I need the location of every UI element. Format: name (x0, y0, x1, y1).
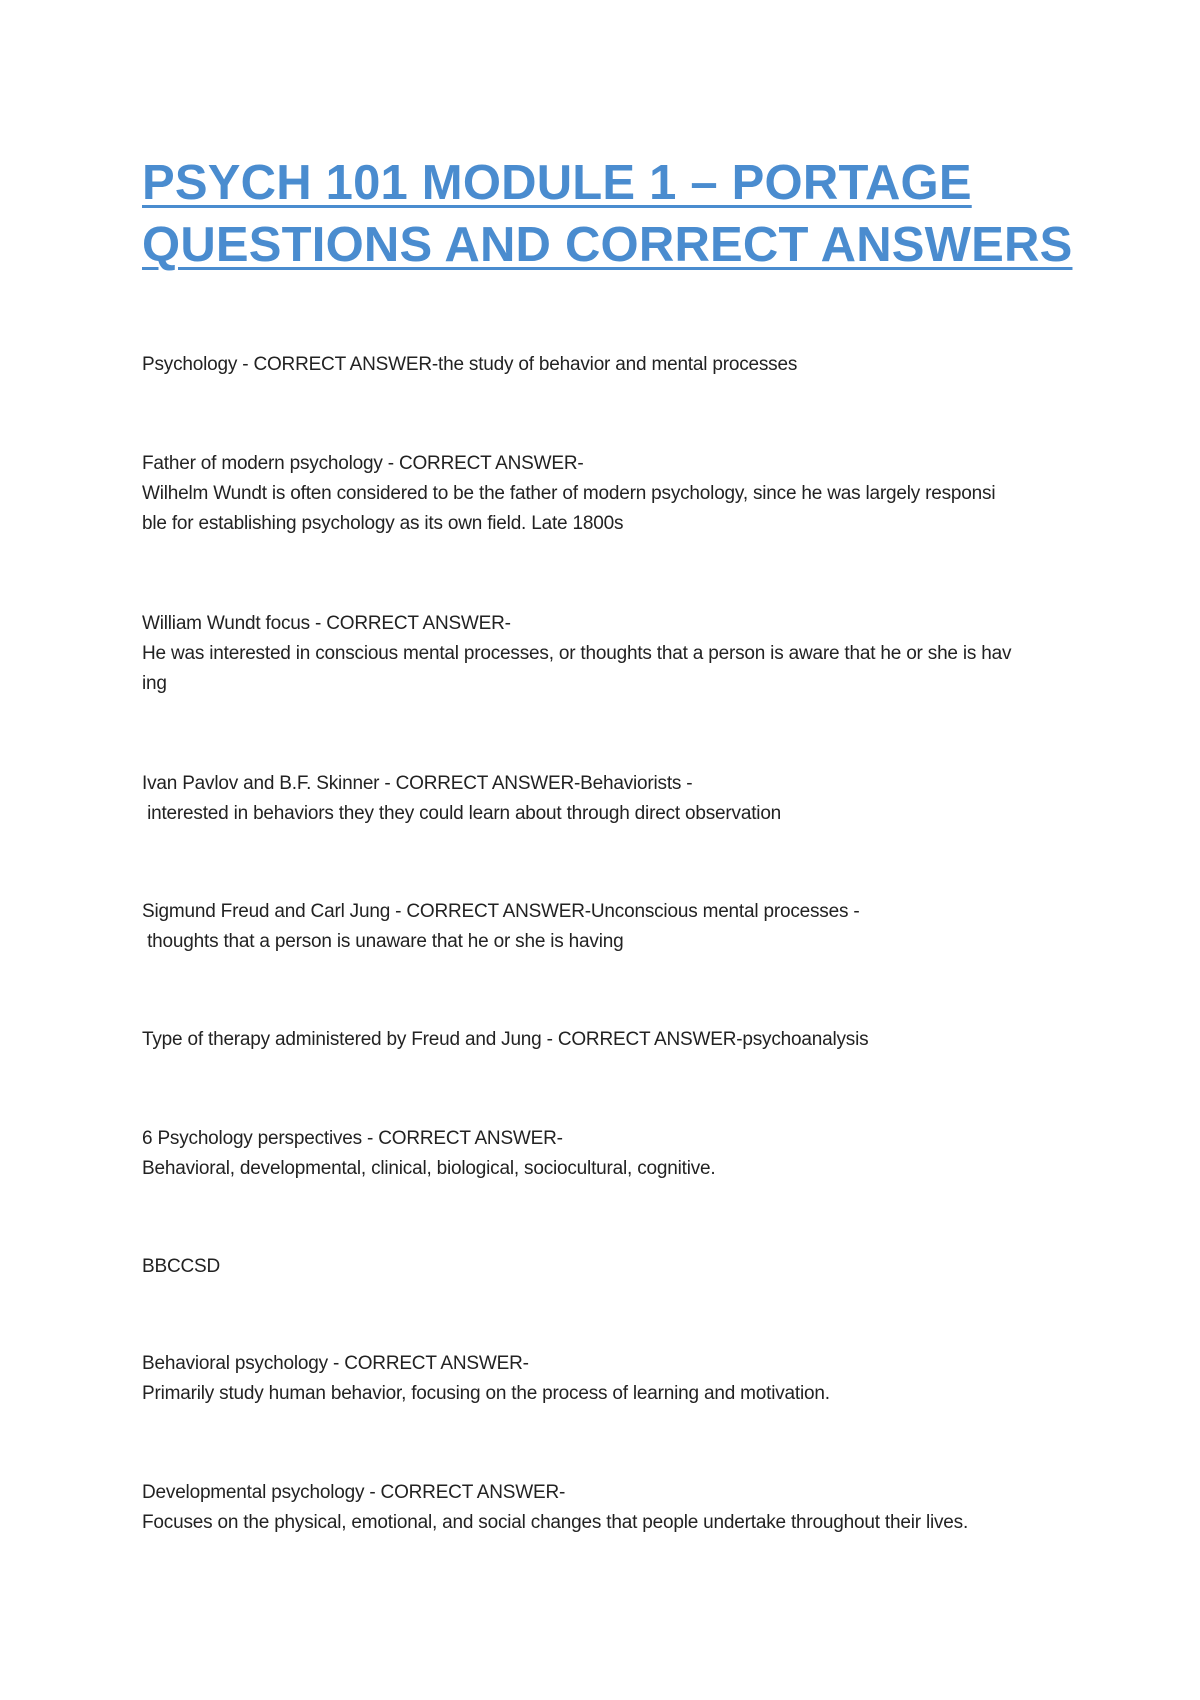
qa-line: Sigmund Freud and Carl Jung - CORRECT ANSWER-Unconscious mental processes - (142, 901, 860, 922)
qa-line: Wilhelm Wundt is often considered to be the father of modern psychology, since he was largely responsi (142, 483, 996, 504)
qa-line: Father of modern psychology - CORRECT ANSWER- (142, 453, 584, 474)
qa-line: Type of therapy administered by Freud and Jung - CORRECT ANSWER-psychoanalysis (142, 1029, 869, 1050)
title-line-2: QUESTIONS AND CORRECT ANSWERS (142, 218, 1073, 272)
qa-entry-wundt-focus (142, 609, 1082, 699)
qa-line: Primarily study human behavior, focusing on the process of learning and motivation. (142, 1383, 830, 1404)
qa-line: Focuses on the physical, emotional, and social changes that people undertake throughout their lives. (142, 1512, 969, 1533)
qa-line: ing (142, 673, 167, 694)
qa-entry-father-of-psychology (142, 449, 1082, 539)
qa-line: Psychology - CORRECT ANSWER-the study of behavior and mental processes (142, 354, 798, 375)
qa-entry-behavioral (142, 1349, 1082, 1409)
qa-entry-mnemonic (142, 1252, 1082, 1282)
qa-entry-therapy-type (142, 1025, 1082, 1055)
title-line-1: PSYCH 101 MODULE 1 – PORTAGE (142, 156, 972, 210)
qa-line: Behavioral psychology - CORRECT ANSWER- (142, 1353, 529, 1374)
qa-entry-freud-jung (142, 897, 1082, 957)
qa-line: Ivan Pavlov and B.F. Skinner - CORRECT ANSWER-Behaviorists - (142, 773, 693, 794)
qa-line: He was interested in conscious mental processes, or thoughts that a person is aware that he or she is hav (142, 643, 1012, 664)
qa-entry-psychology (142, 350, 1082, 380)
qa-line: ble for establishing psychology as its own field. Late 1800s (142, 513, 624, 534)
qa-line: interested in behaviors they they could learn about through direct observation (142, 803, 782, 824)
qa-line: BBCCSD (142, 1256, 220, 1277)
qa-line: thoughts that a person is unaware that he or she is having (142, 931, 624, 952)
qa-line: William Wundt focus - CORRECT ANSWER- (142, 613, 511, 634)
qa-entry-pavlov-skinner (142, 769, 1082, 829)
qa-line: Behavioral, developmental, clinical, biological, sociocultural, cognitive. (142, 1158, 716, 1179)
qa-entry-developmental (142, 1478, 1082, 1538)
qa-entry-perspectives (142, 1124, 1082, 1184)
qa-line: Developmental psychology - CORRECT ANSWER- (142, 1482, 566, 1503)
document-title (142, 152, 1102, 276)
qa-line: 6 Psychology perspectives - CORRECT ANSWER- (142, 1128, 563, 1149)
